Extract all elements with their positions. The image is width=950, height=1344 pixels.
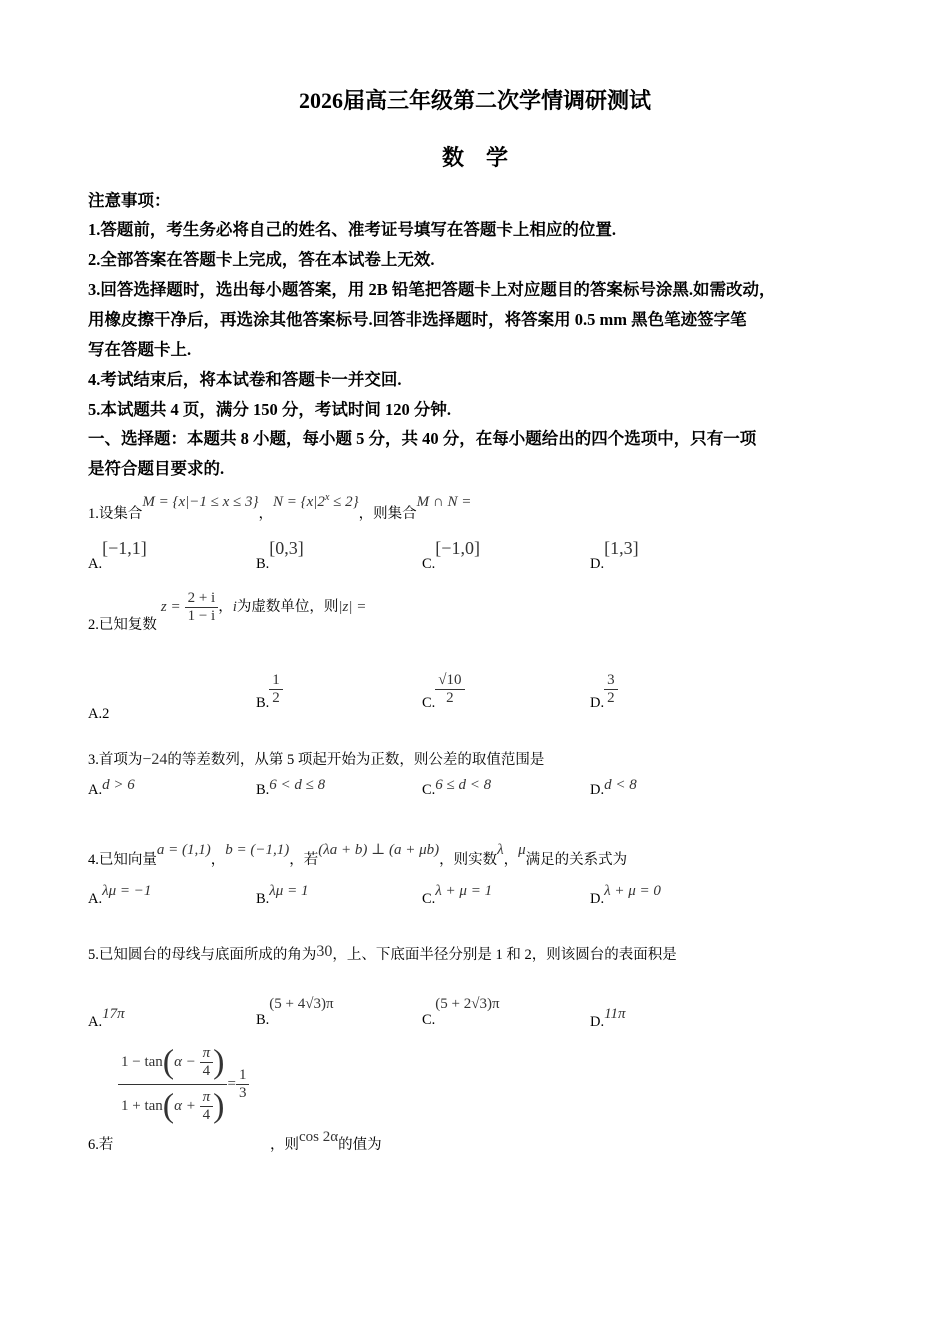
question-4: 4.已知向量a = (1,1)，b = (−1,1)，若(λa + b) ⊥ (a + μb)，则实数λ，μ满足的关系式为 bbox=[88, 842, 628, 868]
question-1: 1.设集合M = {x|−1 ≤ x ≤ 3}，$N = \{x|2^x \le 2\}$，则集合M ∩ N = bbox=[88, 492, 472, 522]
q4-option-b[interactable]: B.λμ = 1 bbox=[256, 883, 309, 907]
perpendicular-condition: (λa + b) ⊥ (a + μb) bbox=[318, 842, 440, 858]
notice-line-4: 4.考试结束后，将本试卷和答题卡一并交回. bbox=[88, 370, 402, 389]
q4-option-a[interactable]: A.λμ = −1 bbox=[88, 883, 152, 907]
q3-option-c[interactable]: C.6 ≤ d < 8 bbox=[422, 777, 492, 798]
q1-option-a[interactable]: A.[−1,1] bbox=[88, 538, 147, 572]
notice-line-3a: 3.回答选择题时，选出每小题答案，用 2B 铅笔把答题卡上对应题目的答案标号涂黑.如需改动， bbox=[88, 280, 776, 299]
notice-line-2: 2.全部答案在答题卡上完成，答在本试卷上无效. bbox=[88, 250, 435, 269]
q1-option-d[interactable]: D.[1,3] bbox=[590, 538, 639, 572]
q3-option-b[interactable]: B.6 < d ≤ 8 bbox=[256, 777, 326, 798]
q1-option-c[interactable]: C.[−1,0] bbox=[422, 538, 480, 572]
q5-option-c[interactable]: C.(5 + 2√3)π bbox=[422, 996, 500, 1028]
set-n: $N = \{x|2^x \le 2\}$ bbox=[273, 492, 359, 510]
q4-option-d[interactable]: D.λ + μ = 0 bbox=[590, 883, 661, 907]
q3-option-a[interactable]: A.d > 6 bbox=[88, 777, 135, 798]
z-fraction: $\frac{2 + i}{1 - i}$ bbox=[185, 590, 219, 625]
notice-line-3c: 写在答题卡上. bbox=[88, 340, 192, 359]
q5-option-a[interactable]: A.17π bbox=[88, 1006, 125, 1030]
subject-title: 数 学 bbox=[441, 145, 508, 170]
q5-option-d[interactable]: D.11π bbox=[590, 1006, 626, 1030]
set-m: M = {x|−1 ≤ x ≤ 3} bbox=[142, 494, 259, 510]
q6-formula: 1 − tan(α − $\frac{\pi}{4}$ ) 1 + tan(α + $\frac{\pi}{4}$ ) = $\frac{1}{3}$ bbox=[118, 1045, 249, 1124]
notice-line-3b: 用橡皮擦干净后，再选涂其他答案标号.回答非选择题时，将答案用 0.5 mm 黑色笔迹签字笔 bbox=[88, 310, 747, 329]
question-3: 3.首项为−24的等差数列，从第 5 项起开始为正数，则公差的取值范围是 bbox=[88, 751, 545, 768]
q2-option-a[interactable]: A.2 bbox=[88, 706, 110, 722]
question-2: 2.已知复数 z = $\frac{2 + i}{1 - i}$ ，i为虚数单位，则|z| = bbox=[88, 590, 367, 634]
intersection-expr: M ∩ N = bbox=[416, 494, 472, 510]
q3-option-d[interactable]: D.d < 8 bbox=[590, 777, 637, 798]
exam-title: 2026届高三年级第二次学情调研测试 bbox=[298, 88, 651, 113]
q2-option-d[interactable]: D. $\frac{3}{2}$ bbox=[590, 672, 618, 707]
question-6-pre: 6.若 bbox=[88, 1137, 114, 1153]
q2-option-c[interactable]: C. $\frac{√10}{2}$ bbox=[422, 672, 465, 707]
notice-heading: 注意事项： bbox=[88, 191, 171, 210]
question-5: 5.已知圆台的母线与底面所成的角为30，上、下底面半径分别是 1 和 2，则该圆台的表面积是 bbox=[88, 943, 677, 963]
q5-option-b[interactable]: B.(5 + 4√3)π bbox=[256, 996, 334, 1028]
section-heading-b: 是符合题目要求的. bbox=[88, 459, 225, 478]
notice-line-1: 1.答题前，考生务必将自己的姓名、准考证号填写在答题卡上相应的位置. bbox=[88, 220, 616, 239]
notice-line-5: 5.本试题共 4 页，满分 150 分，考试时间 120 分钟. bbox=[88, 400, 451, 419]
section-heading-a: 一、选择题：本题共 8 小题，每小题 5 分，共 40 分，在每小题给出的四个选项中，只有一项 bbox=[88, 429, 757, 448]
q2-option-b[interactable]: B. $\frac{1}{2}$ bbox=[256, 672, 283, 707]
q1-option-b[interactable]: B.[0,3] bbox=[256, 538, 304, 572]
question-6: ，则cos 2α的值为 bbox=[270, 1129, 382, 1153]
q4-option-c[interactable]: C.λ + μ = 1 bbox=[422, 883, 493, 907]
